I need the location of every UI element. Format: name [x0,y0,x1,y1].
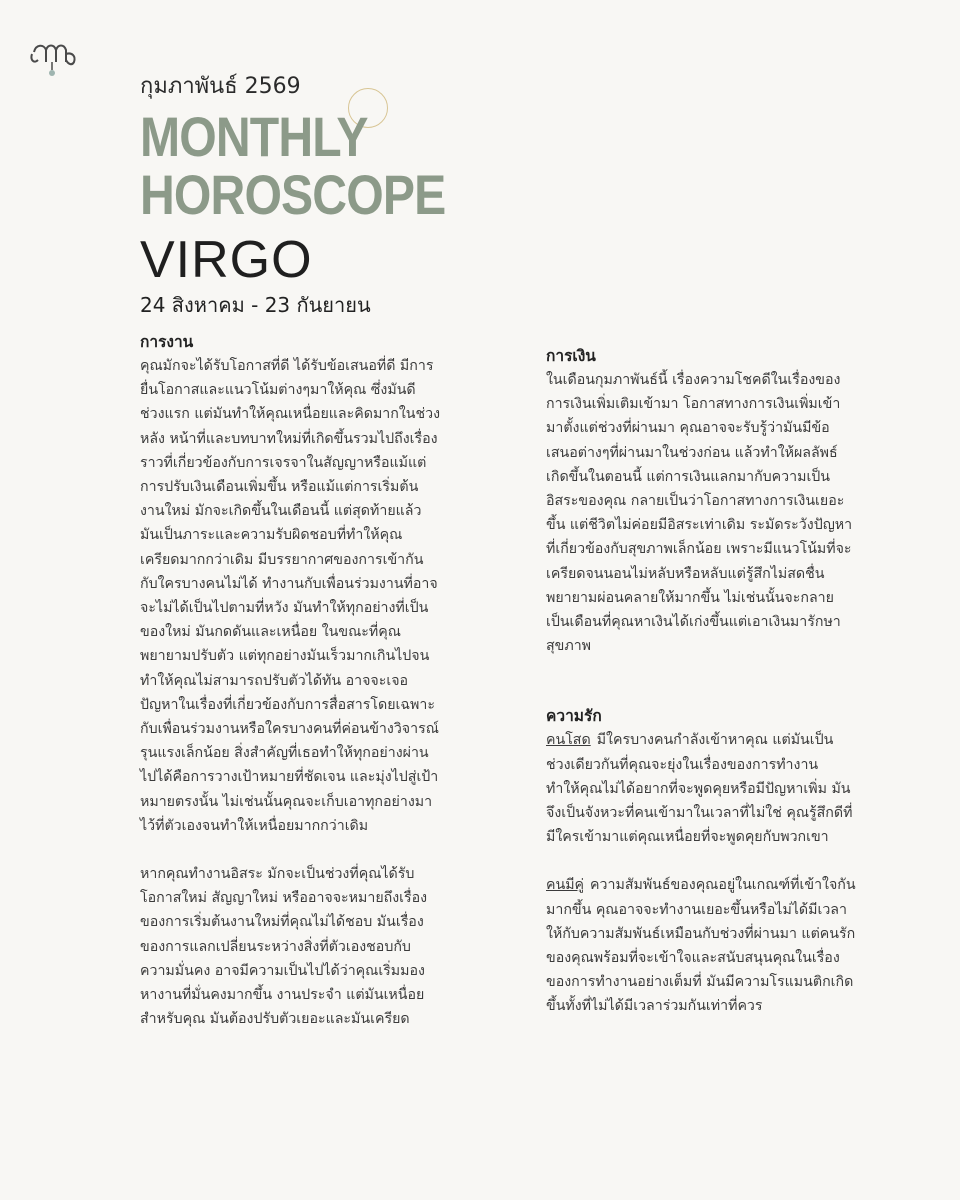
money-paragraph: ในเดือนกุมภาพันธ์นี้ เรื่องความโชคดีในเรื่องของการเงินเพิ่มเติมเข้ามา โอกาสทางการเงินเพิ่มเข้ามาตั้งแต่ช่วงที่ผ่านมา คุณอาจจะรับรู้ว่ามันมีข้อเสนอต่างๆที่ผ่านมาในช่วงก่อน แล้วทำให้ผลลัพธ์เกิดขึ้นในตอนนี้ แต่การเงินแลกมากับความเป็นอิสระของคุณ กลายเป็นว่าโอกาสทางการเงินเยอะขึ้น แต่ชีวิตไม่ค่อยมีอิสระเท่าเดิม ระมัดระวังปัญหาที่เกี่ยวข้องกับสุขภาพเล็กน้อย เพราะมีแนวโน้มที่จะเครียดจนนอนไม่หลับหรือหลับแต่รู้สึกไม่สดชื่น พยายามผ่อนคลายให้มากขึ้น ไม่เช่นนั้นจะกลายเป็นเดือนที่คุณหาเงินได้เก่งขึ้นแต่เอาเงินมารักษาสุขภาพ [546,372,853,655]
love-title: ความรัก [546,707,602,726]
couple-text: ความสัมพันธ์ของคุณอยู่ในเกณฑ์ที่เข้าใจกันมากขึ้น คุณอาจจะทำงานเยอะขึ้นหรือไม่ได้มีเวลาให้กับความสัมพันธ์เหมือนกับช่วงที่ผ่านมา แต่คนรักของคุณพร้อมที่จะเข้าใจและสนับสนุนคุณในเรื่องของการทำงานอย่างเต็มที่ มันมีความโรแมนติกเกิดขึ้นทั้งที่ไม่ได้มีเวลาร่วมกันเท่าที่ควร [546,877,856,1015]
love-section [546,704,856,1018]
love-single [546,728,856,849]
month-label: กุมภาพันธ์ 2569 [140,74,301,99]
sign-name: VIRGO [140,231,313,289]
single-label: คนโสด [546,732,591,749]
right-column [546,344,856,1019]
title-line-2: HOROSCOPE [140,163,446,226]
work-title: การงาน [140,333,194,351]
money-title: การเงิน [546,347,596,365]
virgo-symbol-icon [30,40,78,80]
work-paragraph-1: คุณมักจะได้รับโอกาสที่ดี ได้รับข้อเสนอที่ดี มีการยื่นโอกาสและแนวโน้มต่างๆมาให้คุณ ซึ่งมันดีช่วงแรก แต่มันทำให้คุณเหนื่อยและคิดมากในช่วงหลัง หน้าที่และบทบาทใหม่ที่เกิดขึ้นรวมไปถึงเรื่องราวที่เกี่ยวข้องกับการเจรจาในสัญญาหรือแม้แต่การปรับเงินเดือนเพิ่มขึ้น หรือแม้แต่การเริ่มต้นงานใหม่ มักจะเกิดขึ้นในเดือนนี้ แต่สุดท้ายแล้วมันเป็นภาระและความรับผิดชอบที่ทำให้คุณเครียดมากกว่าเดิม มีบรรยากาศของการเข้ากันกับใครบางคนไม่ได้ ทำงานกับเพื่อนร่วมงานที่อาจจะไม่ได้เป็นไปตามที่หวัง มันทำให้ทุกอย่างที่เป็นของใหม่ มันกดดันและเหนื่อย ในขณะที่คุณพยายามปรับตัว แต่ทุกอย่างมันเร็วมากเกินไปจนทำให้คุณไม่สามารถปรับตัวได้ทัน อาจจะเจอปัญหาในเรื่องที่เกี่ยวข้องกับการสื่อสารโดยเฉพาะกับเพื่อนร่วมงานหรือใครบางคนที่ค่อนข้างวิจารณ์รุนแรงเล็กน้อย สิ่งสำคัญที่เธอทำให้ทุกอย่างผ่านไปได้คือการวางเป้าหมายที่ชัดเจน และมุ่งไปสู่เป้าหมายตรงนั้น ไม่เช่นนั้นคุณจะเก็บเอาทุกอย่างมาไว้ที่ตัวเองจนทำให้เหนื่อยมากกว่าเดิม [140,358,441,834]
love-couple [546,873,856,1018]
header [140,70,560,320]
work-paragraph-2: หากคุณทำงานอิสระ มักจะเป็นช่วงที่คุณได้รับโอกาสใหม่ สัญญาใหม่ หรืออาจจะหมายถึงเรื่องของการเริ่มต้นงานใหม่ที่คุณไม่ได้ชอบ มันเรื่องของการแลกเปลี่ยนระหว่างสิ่งที่ตัวเองชอบกับความมั่นคง อาจมีความเป็นไปได้ว่าคุณเริ่มมองหางานที่มั่นคงมากขึ้น งานประจำ แต่มันเหนื่อยสำหรับคุณ มันต้องปรับตัวเยอะและมันเครียด [140,866,428,1028]
work-section [140,330,440,1031]
date-range: 24 สิงหาคม - 23 กันยายน [140,293,371,317]
couple-label: คนมีคู่ [546,877,585,894]
title-line-1: MONTHLY [140,105,368,168]
single-text: มีใครบางคนกำลังเข้าหาคุณ แต่มันเป็นช่วงเดียวกันที่คุณจะยุ่งในเรื่องของการทำงาน ทำให้คุณไม่ได้อยากที่จะพูดคุยหรือมีปัญหาเพิ่ม มันจึงเป็นจังหวะที่คนเข้ามาในเวลาที่ไม่ใช่ คุณรู้สึกดีที่มีใครเข้ามาแต่คุณเหนื่อยที่จะพูดคุยกับพวกเขา [546,732,853,846]
money-section [546,344,856,658]
